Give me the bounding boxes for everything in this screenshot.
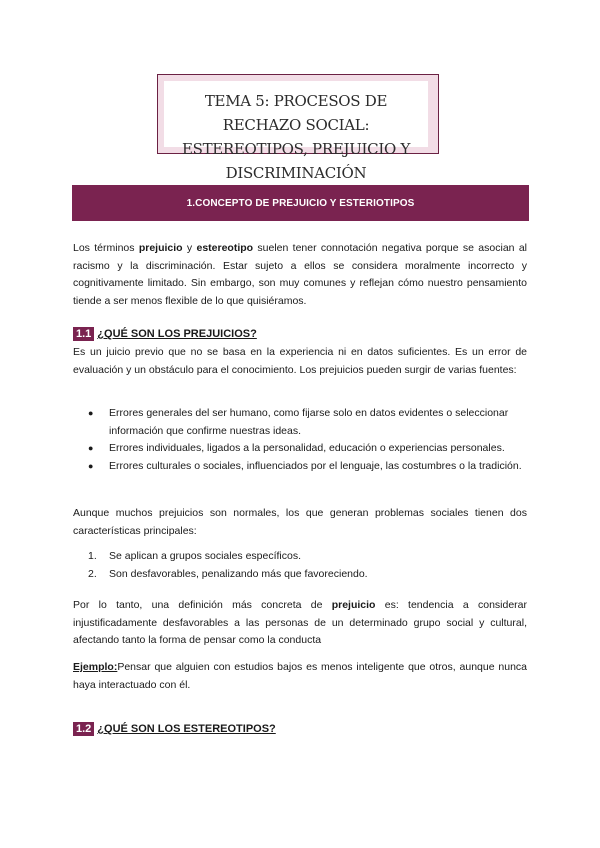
list-item: ● Errores culturales o sociales, influenciados por el lenguaje, las costumbres o la tradición. [73,458,527,476]
subheading-label: ¿QUÉ SON LOS PREJUICIOS? [97,328,257,340]
document-title [164,81,428,182]
term-prejuicio: prejuicio [138,242,183,254]
characteristics-paragraph: Aunque muchos prejuicios son normales, los que generan problemas sociales tienen dos características principales: [73,507,527,537]
example-paragraph: Ejemplo:Pensar que alguien con estudios bajos es menos inteligente que otros, aunque nunca haya interactuado con él. [73,661,527,691]
section-heading: 1.CONCEPTO DE PREJUICIO Y ESTERIOTIPOS [72,185,529,221]
example-label: Ejemplo: [73,661,118,673]
sources-list [73,405,527,475]
title-line-2: ESTEREOTIPOS, PREJUICIO Y DISCRIMINACIÓN [181,140,411,182]
characteristics-list [73,548,527,583]
subheading-number: 1.2 [73,722,94,736]
subheading-number: 1.1 [73,327,94,341]
subheading-prejuicios [73,327,257,341]
intro-paragraph: Los términos prejuicio y estereotipo suelen tener connotación negativa porque se asocian al racismo y la discriminación. Estar sujeto a ellos se considera moralmente incorrecto y cognitivamente limitado. Sin embargo, son muy comunes y reflejan cómo nuestro pensamiento tiende a ser menos flexible de lo que quisiéramos. [73,242,527,307]
term-prejuicio-2: prejuicio [331,599,376,611]
subheading-estereotipos [73,722,276,736]
list-item: ● Errores generales del ser humano, como fijarse solo en datos evidentes o seleccionar información que confirme nuestras ideas. [73,405,527,440]
subheading-label: ¿QUÉ SON LOS ESTEREOTIPOS? [97,723,276,735]
list-item: ● Errores individuales, ligados a la personalidad, educación o experiencias personales. [73,440,527,458]
list-item: 1. Se aplican a grupos sociales específicos. [88,550,302,562]
title-line-1: TEMA 5: PROCESOS DE RECHAZO SOCIAL: [204,92,388,134]
term-estereotipo: estereotipo [196,242,254,254]
title-box [157,74,439,182]
conclusion-paragraph: Por lo tanto, una definición más concreta de prejuicio es: tendencia a considerar injustificadamente desfavorables a las personas de un determinado grupo social y cultural, afectando tanto la forma de pensar como la conducta [73,599,527,646]
definition-paragraph: Es un juicio previo que no se basa en la experiencia ni en datos suficientes. Es un error de evaluación y un obstáculo para el conocimiento. Los prejuicios pueden surgir de varias fuentes: [73,346,527,376]
list-item: 2. Son desfavorables, penalizando más que favoreciendo. [88,567,368,580]
